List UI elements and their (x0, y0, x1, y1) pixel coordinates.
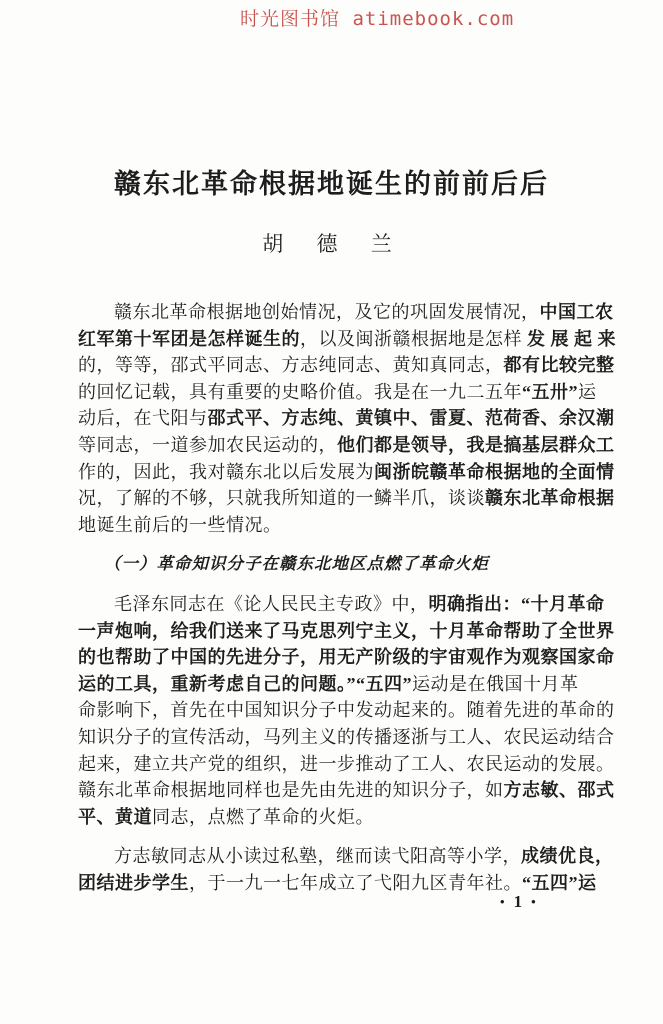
text-segment: 动后，在弋阳与 (78, 408, 208, 429)
text-segment: 方志敏同志从小读过私塾，继而读弋阳高等小学， (114, 846, 521, 867)
text-segment: 命影响下，首先在中国知识分子中发动起来的。随着先进的革命的 (78, 700, 615, 721)
body-line (78, 326, 616, 353)
page-number-dot-right: • (531, 894, 536, 909)
page-number-value: 1 (513, 892, 523, 911)
article-title: 赣东北革命根据地诞生的前前后后 (114, 169, 549, 199)
body-line (78, 618, 615, 645)
text-segment: 知识分子的宣传活动，马列主义的传播逐浙与工人、农民运动结合 (78, 726, 615, 747)
text-segment: 等同志，一道参加农民运动的， (78, 434, 337, 455)
page-number (500, 892, 570, 912)
text-segment: 赣东北革命根据地创始情况，及它的巩固发展情况， (114, 302, 540, 322)
body-line (78, 299, 614, 326)
text-segment: ，以及闽浙赣根据地是怎样 (300, 328, 522, 349)
text-segment: 红军第十军团是怎样诞生的 (78, 328, 300, 349)
paragraph (78, 591, 615, 830)
text-segment: 作的，因此，我对赣东北以后发展为 (78, 461, 374, 482)
body-line (78, 459, 615, 486)
text-segment: 团结进步学生 (78, 872, 189, 893)
text-segment: “五四”运 (522, 872, 597, 893)
body-line (78, 405, 615, 432)
page-number-dot-left: • (500, 894, 505, 909)
text-segment: 同志，点燃了革命的火炬。 (152, 806, 374, 827)
text-segment: 他们都是领导，我是搞基层群众工 (337, 434, 615, 455)
text-segment: 况，了解的不够，只就我所知道的一鳞半爪，谈谈 (78, 488, 485, 509)
body-line (78, 843, 614, 870)
body-line (78, 697, 615, 724)
text-segment: ，于一九一七年成立了弋阳九区青年社。 (189, 872, 522, 893)
body-line (78, 751, 615, 778)
watermark-site-name: 时光图书馆 (240, 8, 341, 30)
text-segment: 起来，建立共产党的组织，进一步推动了工人、农民运动的发展。 (78, 753, 615, 774)
text-segment: 毛泽东同志在《论人民民主专政》中， (114, 593, 429, 614)
body-line (78, 671, 594, 698)
body-line (78, 352, 615, 379)
body-line (78, 777, 615, 804)
text-segment: 运动是在俄国十月革 (412, 673, 579, 694)
watermark (240, 8, 514, 30)
text-segment: 的回忆记载，具有重要的史略价值。我是在一九二五年 (78, 381, 522, 402)
text-segment: 的，等等，邵式平同志、方志纯同志、黄知真同志， (78, 355, 504, 376)
text-segment: 地诞生前后的一些情况。 (78, 514, 282, 535)
text-segment: 闽浙皖赣革命根据地的全面情 (374, 461, 615, 482)
article-author: 胡 德 兰 (262, 232, 401, 256)
paragraph (78, 843, 614, 896)
text-segment: 赣东北革命根据地同样也是先由先进的知识分子，如 (78, 780, 504, 801)
text-segment: 平、黄道 (78, 806, 152, 827)
text-segment: 都有比较完整 (503, 355, 615, 376)
watermark-site-url: atimebook.com (352, 8, 515, 30)
body-line (78, 512, 594, 539)
section-heading: （一）革命知识分子在赣东北地区点燃了革命火炬 (104, 554, 489, 574)
body-line (78, 432, 615, 459)
text-segment: “五卅” (522, 381, 578, 402)
article-body (78, 299, 616, 896)
body-line (78, 591, 605, 618)
body-line (78, 379, 597, 406)
body-line (78, 724, 615, 751)
text-segment: 赣东北革命根据 (485, 488, 615, 509)
text-segment: 运 (578, 381, 597, 402)
body-line (78, 804, 594, 831)
body-line (78, 644, 615, 671)
text-segment: 的也帮助了中国的先进分子，用无产阶级的宇宙观作为观察国家命 (78, 647, 615, 668)
paragraph (78, 299, 616, 538)
text-segment: 运的工具，重新考虑自己的问题。”“五四” (78, 673, 412, 694)
body-line (78, 485, 615, 512)
text-segment: 成绩优良， (521, 846, 614, 867)
text-segment: 邵式平、方志纯、黄镇中、雷夏、范荷香、余汉潮 (207, 408, 615, 429)
text-segment: 明确指出：“十月革命 (428, 593, 605, 614)
text-segment: 方志敏、邵式 (503, 780, 615, 801)
text-segment: 中国工农 (539, 302, 614, 322)
text-segment: 一声炮响，给我们送来了马克思列宁主义，十月革命帮助了全世界 (78, 620, 615, 641)
text-segment: 发 展 起 来 (522, 328, 616, 349)
